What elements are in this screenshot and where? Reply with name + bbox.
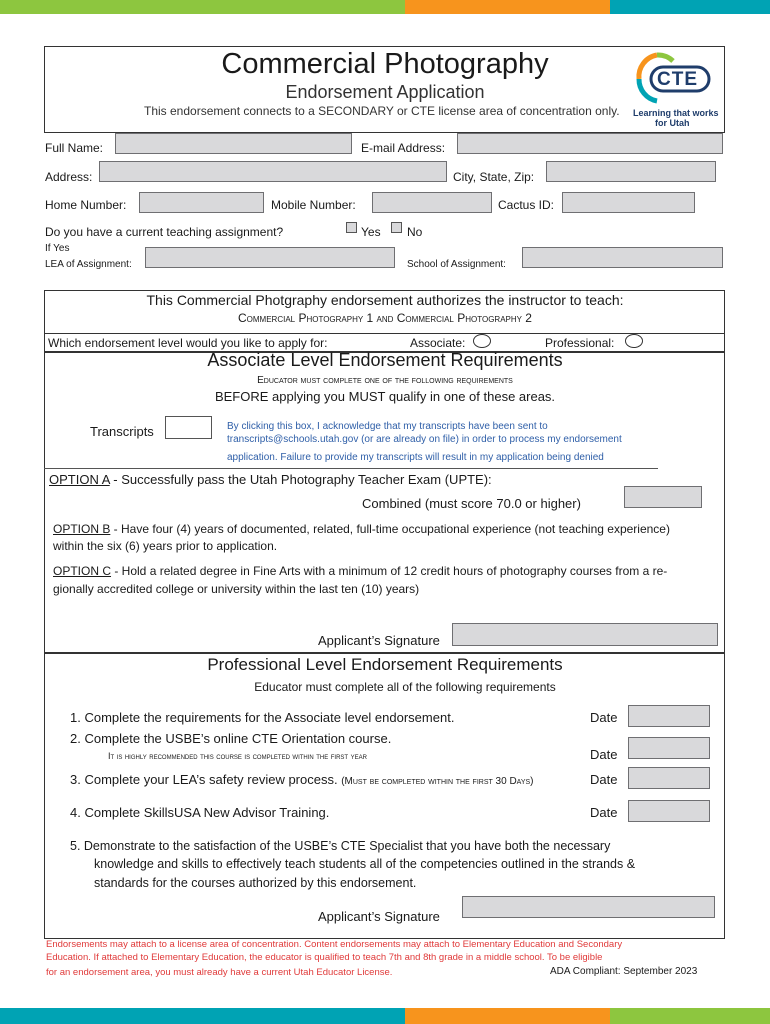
city-label: City, State, Zip: <box>453 170 535 184</box>
footer-note-3: for an endorsement area, you must already have a current Utah Educator License. <box>46 967 393 978</box>
professional-radio-label: Professional: <box>545 336 615 350</box>
prof-item-2-note: It is highly recommended this course is completed within the first year <box>108 751 367 761</box>
bottom-bar-orange <box>405 1008 610 1024</box>
professional-heading: Professional Level Endorsement Requirements <box>207 655 563 674</box>
prof-item-2: 2. Complete the USBE’s online CTE Orientation course. <box>70 731 392 746</box>
professional-signature-input[interactable] <box>462 896 715 918</box>
prof-item-5-line-3: standards for the courses authorized by this endorsement. <box>94 876 417 890</box>
associate-signature-input[interactable] <box>452 623 718 646</box>
full-name-input[interactable] <box>115 133 352 154</box>
date-input-1[interactable] <box>628 705 710 727</box>
combined-score-input[interactable] <box>624 486 702 508</box>
option-a-label: OPTION A <box>49 472 110 487</box>
lea-input[interactable] <box>145 247 395 268</box>
prof-item-5-line-2: knowledge and skills to effectively teach students all of the competencies outlined in the strands & <box>94 857 636 871</box>
school-input[interactable] <box>522 247 723 268</box>
full-name-label: Full Name: <box>45 141 104 155</box>
option-c <box>53 564 667 578</box>
date-input-2[interactable] <box>628 737 710 759</box>
top-bar-orange <box>405 0 610 14</box>
city-input[interactable] <box>546 161 716 182</box>
transcripts-checkbox[interactable] <box>165 416 212 439</box>
cte-logo <box>633 49 715 105</box>
address-input[interactable] <box>99 161 447 182</box>
page-title: Commercial Photography <box>221 48 549 80</box>
logo-text: CTE <box>657 69 698 90</box>
home-number-input[interactable] <box>139 192 264 213</box>
ack-line-1: By clicking this box, I acknowledge that my transcripts have been sent to <box>227 421 548 432</box>
prof-item-1: 1. Complete the requirements for the Associate level endorsement. <box>70 710 455 725</box>
professional-radio[interactable] <box>625 334 643 348</box>
associate-signature-label: Applicant’s Signature <box>318 633 440 648</box>
date-label-4: Date <box>590 805 618 820</box>
associate-sub-1: Educator must complete one of the following requirements <box>257 375 513 386</box>
top-bar-teal <box>610 0 770 14</box>
prof-item-3 <box>70 772 534 787</box>
logo-tagline-2: for Utah <box>655 118 690 128</box>
associate-heading: Associate Level Endorsement Requirements <box>207 350 563 370</box>
prof-item-3-text: 3. Complete your LEA’s safety review process. <box>70 772 338 787</box>
option-a <box>49 472 492 487</box>
date-input-4[interactable] <box>628 800 710 822</box>
option-a-text: - Successfully pass the Utah Photography Teacher Exam (UPTE): <box>109 472 492 487</box>
professional-sub: Educator must complete all of the following requirements <box>254 680 556 694</box>
authorization-divider <box>44 333 725 334</box>
footer-note-2: Education. If attached to Elementary Education, the educator is qualified to teach 7th and 8th grade in a middle school. To be eligible <box>46 952 603 963</box>
mobile-number-label: Mobile Number: <box>271 198 356 212</box>
mobile-number-input[interactable] <box>372 192 492 213</box>
ada-compliance: ADA Compliant: September 2023 <box>550 966 698 977</box>
email-input[interactable] <box>457 133 723 154</box>
if-yes-label: If Yes <box>45 243 70 254</box>
option-c-text-2: gionally accredited college or university within the last ten (10) years) <box>53 582 420 596</box>
professional-signature-label: Applicant’s Signature <box>318 909 440 924</box>
associate-radio[interactable] <box>473 334 491 348</box>
top-bar-green <box>0 0 405 14</box>
option-b-text-1: - Have four (4) years of documented, related, full-time occupational experience (not teaching experience) <box>110 522 670 536</box>
prof-item-5-line-1: 5. Demonstrate to the satisfaction of the USBE’s CTE Specialist that you have both the necessary <box>70 839 611 853</box>
header-note: This endorsement connects to a SECONDARY or CTE license area of concentration only. <box>144 104 620 118</box>
option-c-text-1: - Hold a related degree in Fine Arts with a minimum of 12 credit hours of photography courses from a re- <box>111 564 668 578</box>
date-input-3[interactable] <box>628 767 710 789</box>
combined-label: Combined (must score 70.0 or higher) <box>362 496 581 511</box>
no-label: No <box>407 225 423 239</box>
option-a-divider <box>44 468 658 469</box>
transcripts-label: Transcripts <box>90 424 154 439</box>
footer-note-1: Endorsements may attach to a license area of concentration. Content endorsements may attach to Elementary Education and Secondary <box>46 939 623 950</box>
no-checkbox[interactable] <box>391 222 402 233</box>
lea-label: LEA of Assignment: <box>45 259 132 270</box>
authorization-line-2: Commercial Photography 1 and Commercial Photography 2 <box>238 311 532 325</box>
yes-checkbox[interactable] <box>346 222 357 233</box>
which-level-label: Which endorsement level would you like to apply for: <box>48 336 328 350</box>
authorization-line-1: This Commercial Photgraphy endorsement authorizes the instructor to teach: <box>146 292 624 308</box>
option-b <box>53 522 670 536</box>
option-b-text-2: within the six (6) years prior to application. <box>53 539 278 553</box>
option-b-label: OPTION B <box>53 522 111 536</box>
option-c-label: OPTION C <box>53 564 112 578</box>
ack-line-3: application. Failure to provide my transcripts will result in my application being denied <box>227 452 604 463</box>
prof-item-3-note: (Must be completed within the first 30 Days) <box>341 776 534 787</box>
ack-line-2: transcripts@schools.utah.gov (or are already on file) in order to process my endorsement <box>227 434 622 445</box>
school-label: School of Assignment: <box>407 259 506 270</box>
date-label-3: Date <box>590 772 618 787</box>
date-label-2: Date <box>590 747 618 762</box>
prof-item-4: 4. Complete SkillsUSA New Advisor Training. <box>70 805 330 820</box>
date-label-1: Date <box>590 710 618 725</box>
teaching-question: Do you have a current teaching assignment? <box>45 225 284 239</box>
bottom-bar-teal <box>0 1008 405 1024</box>
yes-label: Yes <box>361 225 381 239</box>
associate-sub-2: BEFORE applying you MUST qualify in one of these areas. <box>214 389 556 404</box>
associate-radio-label: Associate: <box>410 336 466 350</box>
cactus-id-label: Cactus ID: <box>498 198 555 212</box>
bottom-bar-green <box>610 1008 770 1024</box>
cactus-id-input[interactable] <box>562 192 695 213</box>
home-number-label: Home Number: <box>45 198 127 212</box>
address-label: Address: <box>45 170 93 184</box>
email-label: E-mail Address: <box>361 141 446 155</box>
logo-tagline-1: Learning that works <box>633 108 719 118</box>
page-subtitle: Endorsement Application <box>285 82 485 102</box>
